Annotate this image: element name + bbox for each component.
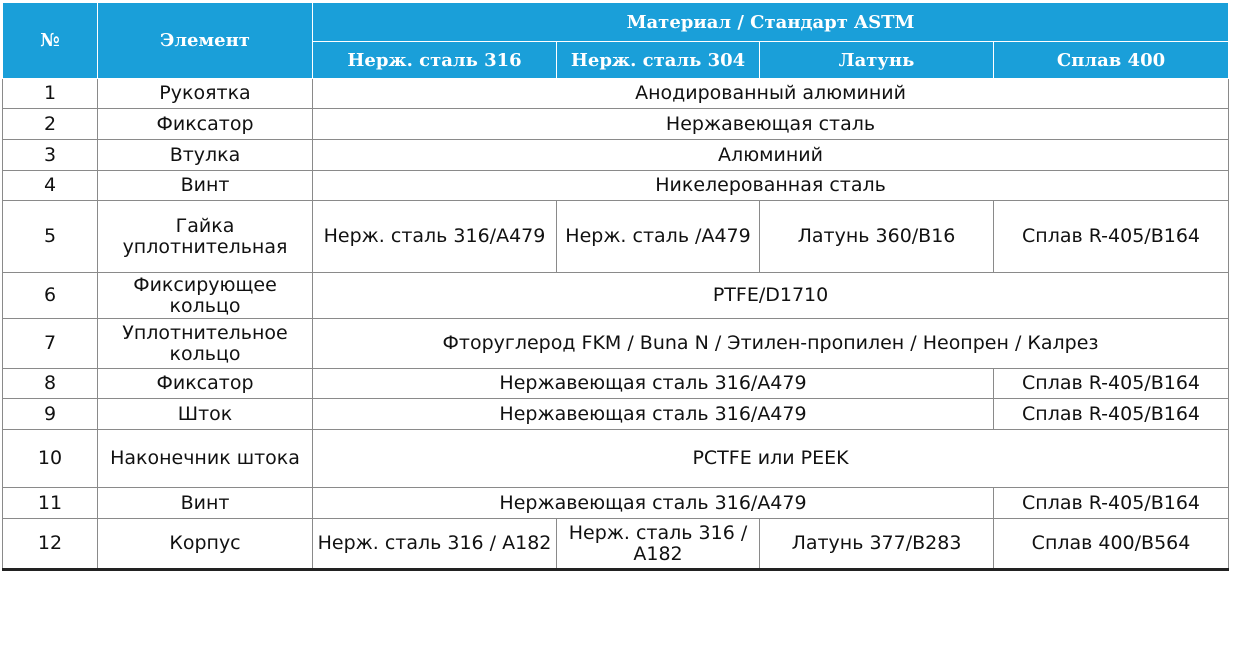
table-row [3, 140, 1229, 171]
cell-material-first3: Нержавеющая сталь 316/A479 [313, 488, 994, 519]
table-row [3, 519, 1229, 570]
cell-material-all: PCTFE или PEEK [313, 430, 1229, 488]
cell-material-ss316: Нерж. сталь 316/A479 [313, 201, 557, 273]
cell-material-first3: Нержавеющая сталь 316/A479 [313, 369, 994, 399]
cell-no: 7 [3, 319, 98, 369]
table-row [3, 109, 1229, 140]
cell-element: Фиксатор [98, 109, 313, 140]
table-row [3, 171, 1229, 201]
header-col-brass: Латунь [760, 42, 994, 79]
cell-material-first3: Нержавеющая сталь 316/A479 [313, 399, 994, 430]
cell-element: Фиксатор [98, 369, 313, 399]
cell-element: Винт [98, 171, 313, 201]
table-row [3, 369, 1229, 399]
header-element: Элемент [98, 3, 313, 79]
cell-material-alloy: Сплав R-405/B164 [994, 399, 1229, 430]
cell-material-all: PTFE/D1710 [313, 273, 1229, 319]
cell-element: Втулка [98, 140, 313, 171]
table-row [3, 430, 1229, 488]
cell-no: 6 [3, 273, 98, 319]
cell-material-ss304: Нерж. сталь 316 / A182 [557, 519, 760, 570]
cell-material-all: Нержавеющая сталь [313, 109, 1229, 140]
cell-no: 8 [3, 369, 98, 399]
materials-table [2, 2, 1229, 571]
cell-element: Наконечник штока [98, 430, 313, 488]
cell-material-all: Фторуглерод FKM / Buna N / Этилен-пропилен / Неопрен / Калрез [313, 319, 1229, 369]
table-row [3, 488, 1229, 519]
cell-material-brass: Латунь 377/B283 [760, 519, 994, 570]
cell-material-all: Никелерованная сталь [313, 171, 1229, 201]
table-row [3, 273, 1229, 319]
cell-material-alloy: Сплав R-405/B164 [994, 488, 1229, 519]
cell-element: Фиксирующее кольцо [98, 273, 313, 319]
table-row [3, 201, 1229, 273]
table-body [3, 79, 1229, 570]
header-col-alloy400: Сплав 400 [994, 42, 1229, 79]
cell-material-ss316: Нерж. сталь 316 / A182 [313, 519, 557, 570]
table-header [3, 3, 1229, 79]
cell-material-alloy: Сплав 400/B564 [994, 519, 1229, 570]
cell-no: 5 [3, 201, 98, 273]
cell-no: 3 [3, 140, 98, 171]
header-row-top [3, 3, 1229, 42]
cell-no: 2 [3, 109, 98, 140]
table-row [3, 319, 1229, 369]
cell-element: Уплотнительное кольцо [98, 319, 313, 369]
cell-element: Винт [98, 488, 313, 519]
cell-no: 9 [3, 399, 98, 430]
table-row [3, 79, 1229, 109]
cell-material-alloy: Сплав R-405/B164 [994, 201, 1229, 273]
cell-material-ss304: Нерж. сталь /A479 [557, 201, 760, 273]
cell-element: Шток [98, 399, 313, 430]
cell-material-all: Анодированный алюминий [313, 79, 1229, 109]
table-row [3, 399, 1229, 430]
cell-material-alloy: Сплав R-405/B164 [994, 369, 1229, 399]
cell-material-brass: Латунь 360/B16 [760, 201, 994, 273]
header-col-ss304: Нерж. сталь 304 [557, 42, 760, 79]
cell-element: Рукоятка [98, 79, 313, 109]
cell-no: 4 [3, 171, 98, 201]
header-no: № [3, 3, 98, 79]
cell-element: Гайка уплотнительная [98, 201, 313, 273]
cell-no: 12 [3, 519, 98, 570]
cell-material-all: Алюминий [313, 140, 1229, 171]
cell-no: 1 [3, 79, 98, 109]
materials-table-container [2, 2, 1228, 571]
cell-no: 11 [3, 488, 98, 519]
header-material-group: Материал / Стандарт ASTM [313, 3, 1229, 42]
cell-no: 10 [3, 430, 98, 488]
cell-element: Корпус [98, 519, 313, 570]
header-col-ss316: Нерж. сталь 316 [313, 42, 557, 79]
